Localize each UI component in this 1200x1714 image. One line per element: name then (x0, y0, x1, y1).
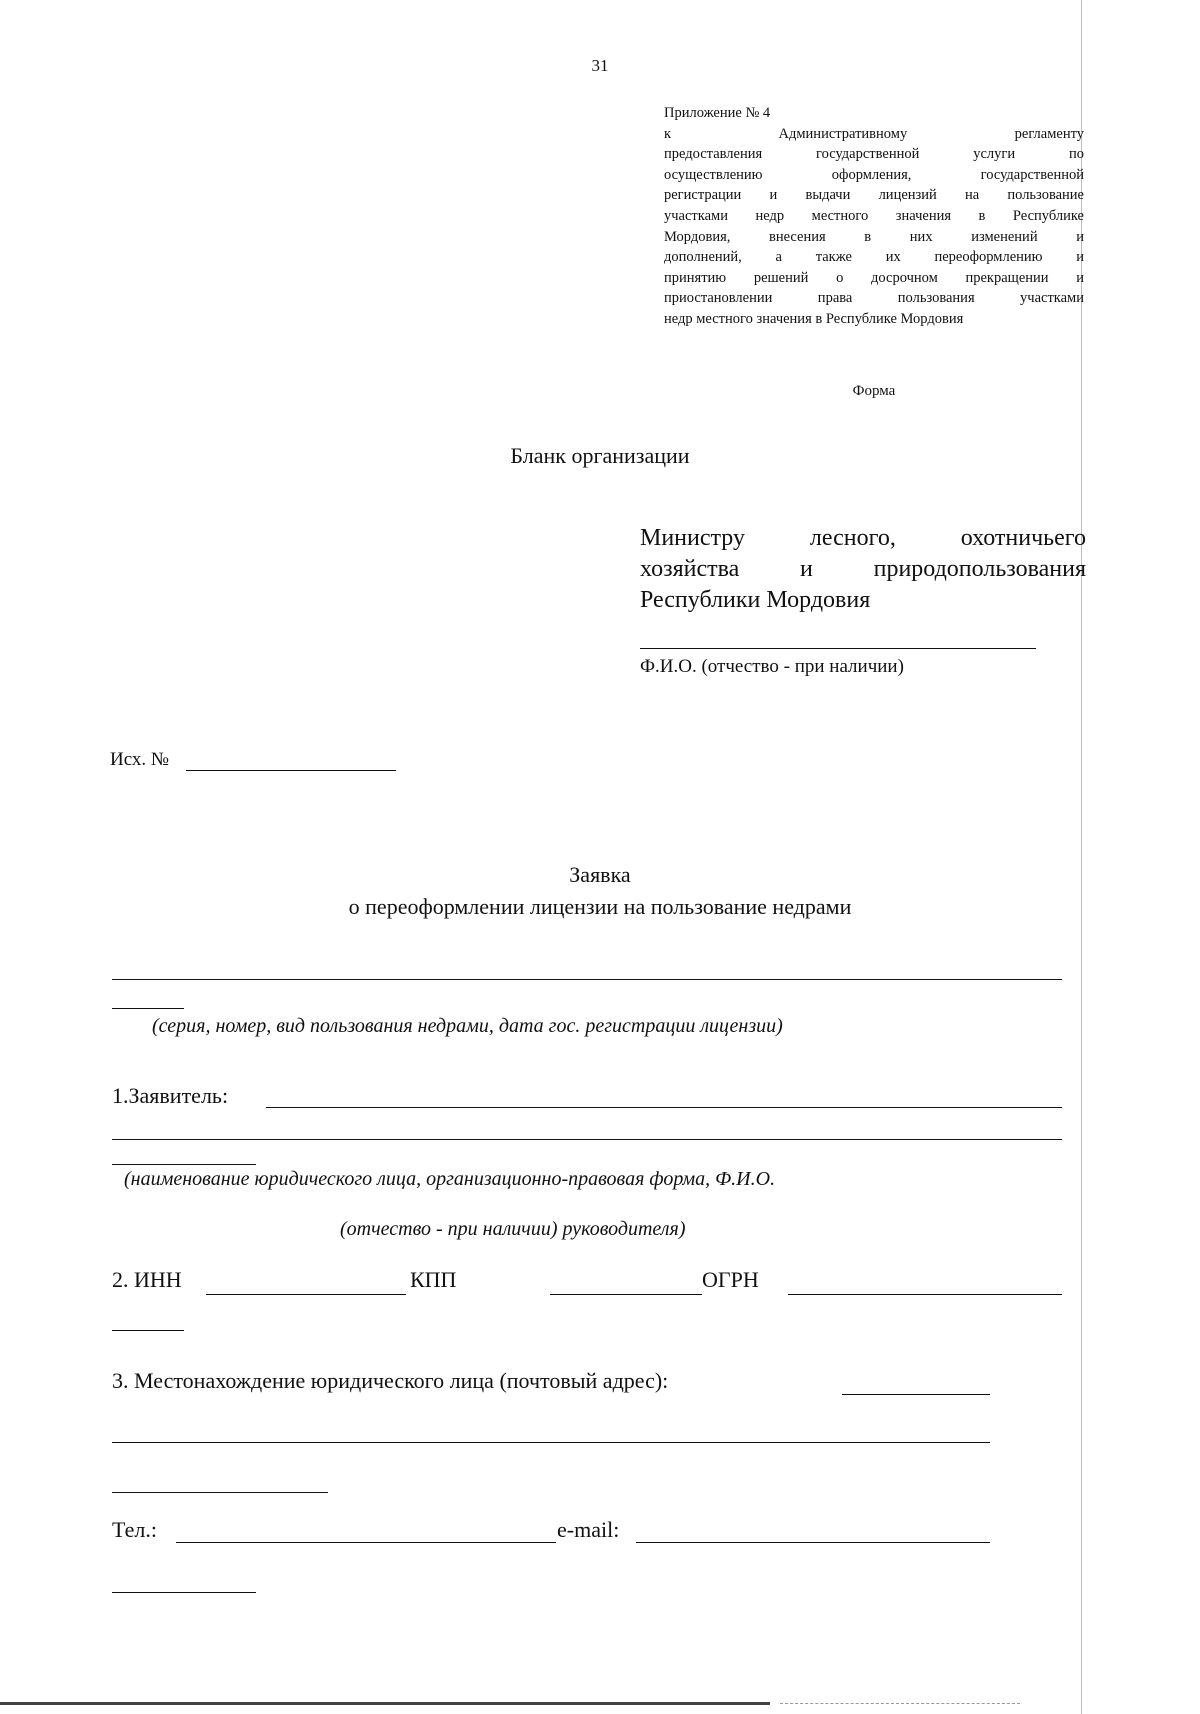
addressee-block (640, 523, 1086, 616)
addressee-line: Республики Мордовия (640, 587, 871, 613)
applicant-field-line-2[interactable] (112, 1139, 1062, 1140)
address-label: 3. Местонахождение юридического лица (почтовый адрес): (112, 1368, 669, 1393)
appendix-line: Мордовия, внесения в них изменений и (664, 228, 1084, 245)
license-field-line[interactable] (112, 979, 1062, 980)
address-field-line-3[interactable] (112, 1492, 328, 1493)
address-field-line-2[interactable] (112, 1442, 990, 1443)
applicant-field-line-3[interactable] (112, 1164, 256, 1165)
kpp-label: КПП (410, 1267, 457, 1292)
outgoing-number-label: Исх. № (110, 749, 170, 770)
applicant-caption-continued: (отчество - при наличии) руководителя) (340, 1218, 686, 1240)
addressee-line: хозяйства и природопользования (640, 556, 1086, 582)
appendix-line: принятию решений о досрочном прекращении и (664, 269, 1084, 286)
ogrn-label: ОГРН (702, 1267, 759, 1292)
appendix-title: Приложение № 4 (664, 105, 771, 121)
appendix-line: осуществлению оформления, государственной (664, 166, 1084, 183)
appendix-line: регистрации и выдачи лицензий на пользование (664, 187, 1084, 204)
address-field-line[interactable] (842, 1394, 990, 1395)
kpp-field-line[interactable] (550, 1294, 702, 1295)
appendix-line: к Административному регламенту (664, 125, 1084, 142)
inn-label: 2. ИНН (112, 1267, 182, 1292)
email-field-line-continued[interactable] (112, 1592, 256, 1593)
scan-bottom-edge (0, 1702, 770, 1705)
appendix-line: дополнений, а также их переоформлению и (664, 249, 1084, 266)
appendix-line: участками недр местного значения в Республике (664, 207, 1084, 224)
inn-field-line[interactable] (206, 1294, 406, 1295)
phone-field-line[interactable] (176, 1542, 556, 1543)
applicant-field-line[interactable] (266, 1107, 1062, 1108)
email-field-line[interactable] (636, 1542, 990, 1543)
fio-caption: Ф.И.О. (отчество - при наличии) (640, 656, 904, 677)
organization-letterhead-label: Бланк организации (510, 443, 690, 468)
addressee-line: Министру лесного, охотничьего (640, 525, 1086, 551)
phone-label: Тел.: (112, 1517, 157, 1542)
email-label: e-mail: (557, 1517, 620, 1542)
appendix-line: приостановлении права пользования участками (664, 290, 1084, 307)
document-title (0, 859, 1200, 923)
appendix-header (664, 103, 1084, 330)
appendix-line: предоставления государственной услуги по (664, 146, 1084, 163)
form-label: Форма (852, 383, 896, 399)
title-line: о переоформлении лицензии на пользование недрами (348, 894, 852, 919)
appendix-line: недр местного значения в Республике Мордовия (664, 310, 964, 327)
ogrn-field-line[interactable] (788, 1294, 1062, 1295)
outgoing-number-field-line[interactable] (186, 770, 396, 771)
applicant-caption: (наименование юридического лица, организационно-правовая форма, Ф.И.О. (124, 1168, 776, 1190)
scan-bottom-edge-faint (780, 1703, 1020, 1704)
license-field-line-continued[interactable] (112, 1008, 184, 1009)
fio-field-line[interactable] (640, 648, 1036, 649)
title-line: Заявка (569, 862, 631, 887)
ogrn-field-line-continued[interactable] (112, 1330, 184, 1331)
license-caption: (серия, номер, вид пользования недрами, дата гос. регистрации лицензии) (152, 1015, 783, 1037)
page-number: 31 (591, 56, 609, 75)
applicant-label: 1.Заявитель: (112, 1083, 229, 1108)
